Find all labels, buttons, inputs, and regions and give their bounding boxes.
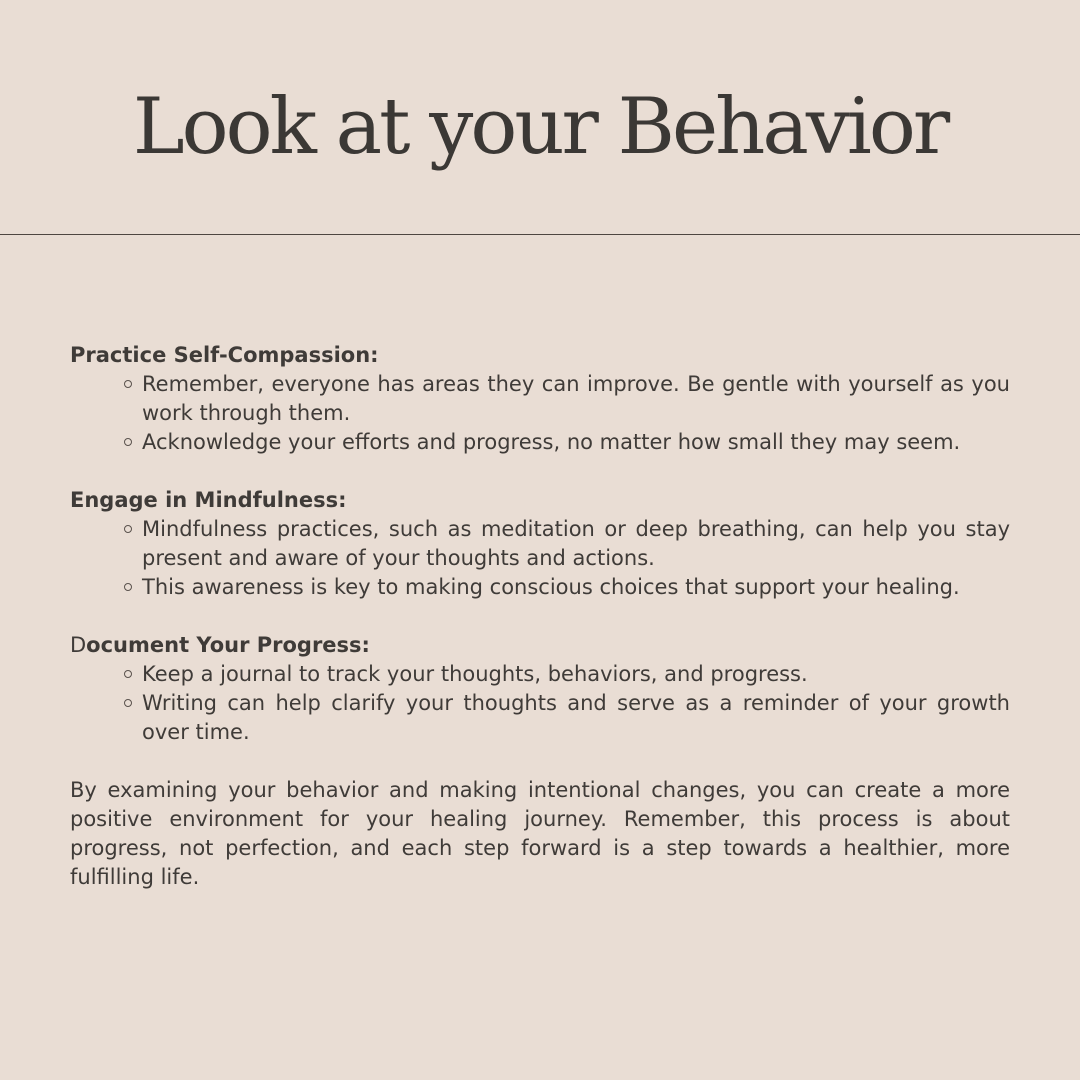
- hollow-bullet-icon: [124, 380, 132, 388]
- hollow-bullet-icon: [124, 438, 132, 446]
- list-item: [70, 428, 1010, 457]
- heading-first-letter: P: [70, 343, 86, 367]
- hollow-bullet-icon: [124, 583, 132, 591]
- list-item-text: Keep a journal to track your thoughts, behaviors, and progress.: [142, 662, 808, 686]
- closing-paragraph: By examining your behavior and making intentional changes, you can create a more positive environment for your healing journey. Remember, this process is about progress, not perfection, and each step forward is a step towards a healthier, more fulfilling life.: [70, 778, 1010, 889]
- heading-first-letter: E: [70, 488, 85, 512]
- heading-rest: ocument Your Progress:: [86, 633, 370, 657]
- hollow-bullet-icon: [124, 699, 132, 707]
- section-heading: [70, 631, 1010, 660]
- list-item: [70, 573, 1010, 602]
- bullet-list: [70, 515, 1010, 602]
- list-item-text: Mindfulness practices, such as meditation or deep breathing, can help you stay present and aware of your thoughts and actions.: [142, 517, 1010, 570]
- page-title: Look at your Behavior: [132, 82, 948, 172]
- hollow-bullet-icon: [124, 670, 132, 678]
- section-mindfulness: [70, 486, 1010, 602]
- list-item-text: This awareness is key to making conscious choices that support your healing.: [142, 575, 960, 599]
- hollow-bullet-icon: [124, 525, 132, 533]
- section-heading: [70, 341, 1010, 370]
- section-heading: [70, 486, 1010, 515]
- list-item-text: Writing can help clarify your thoughts and serve as a reminder of your growth over time.: [142, 691, 1010, 744]
- list-item: [70, 515, 1010, 573]
- content-body: [70, 341, 1010, 892]
- list-item: [70, 660, 1010, 689]
- list-item-text: Acknowledge your efforts and progress, no matter how small they may seem.: [142, 430, 961, 454]
- section-self-compassion: [70, 341, 1010, 457]
- title-divider: [0, 234, 1080, 235]
- heading-first-letter: D: [70, 633, 87, 657]
- heading-rest: ractice Self-Compassion:: [85, 343, 379, 367]
- section-document-progress: [70, 631, 1010, 747]
- bullet-list: [70, 660, 1010, 747]
- list-item-text: Remember, everyone has areas they can improve. Be gentle with yourself as you work through them.: [142, 372, 1010, 425]
- list-item: [70, 689, 1010, 747]
- bullet-list: [70, 370, 1010, 457]
- heading-rest: ngage in Mindfulness:: [84, 488, 347, 512]
- list-item: [70, 370, 1010, 428]
